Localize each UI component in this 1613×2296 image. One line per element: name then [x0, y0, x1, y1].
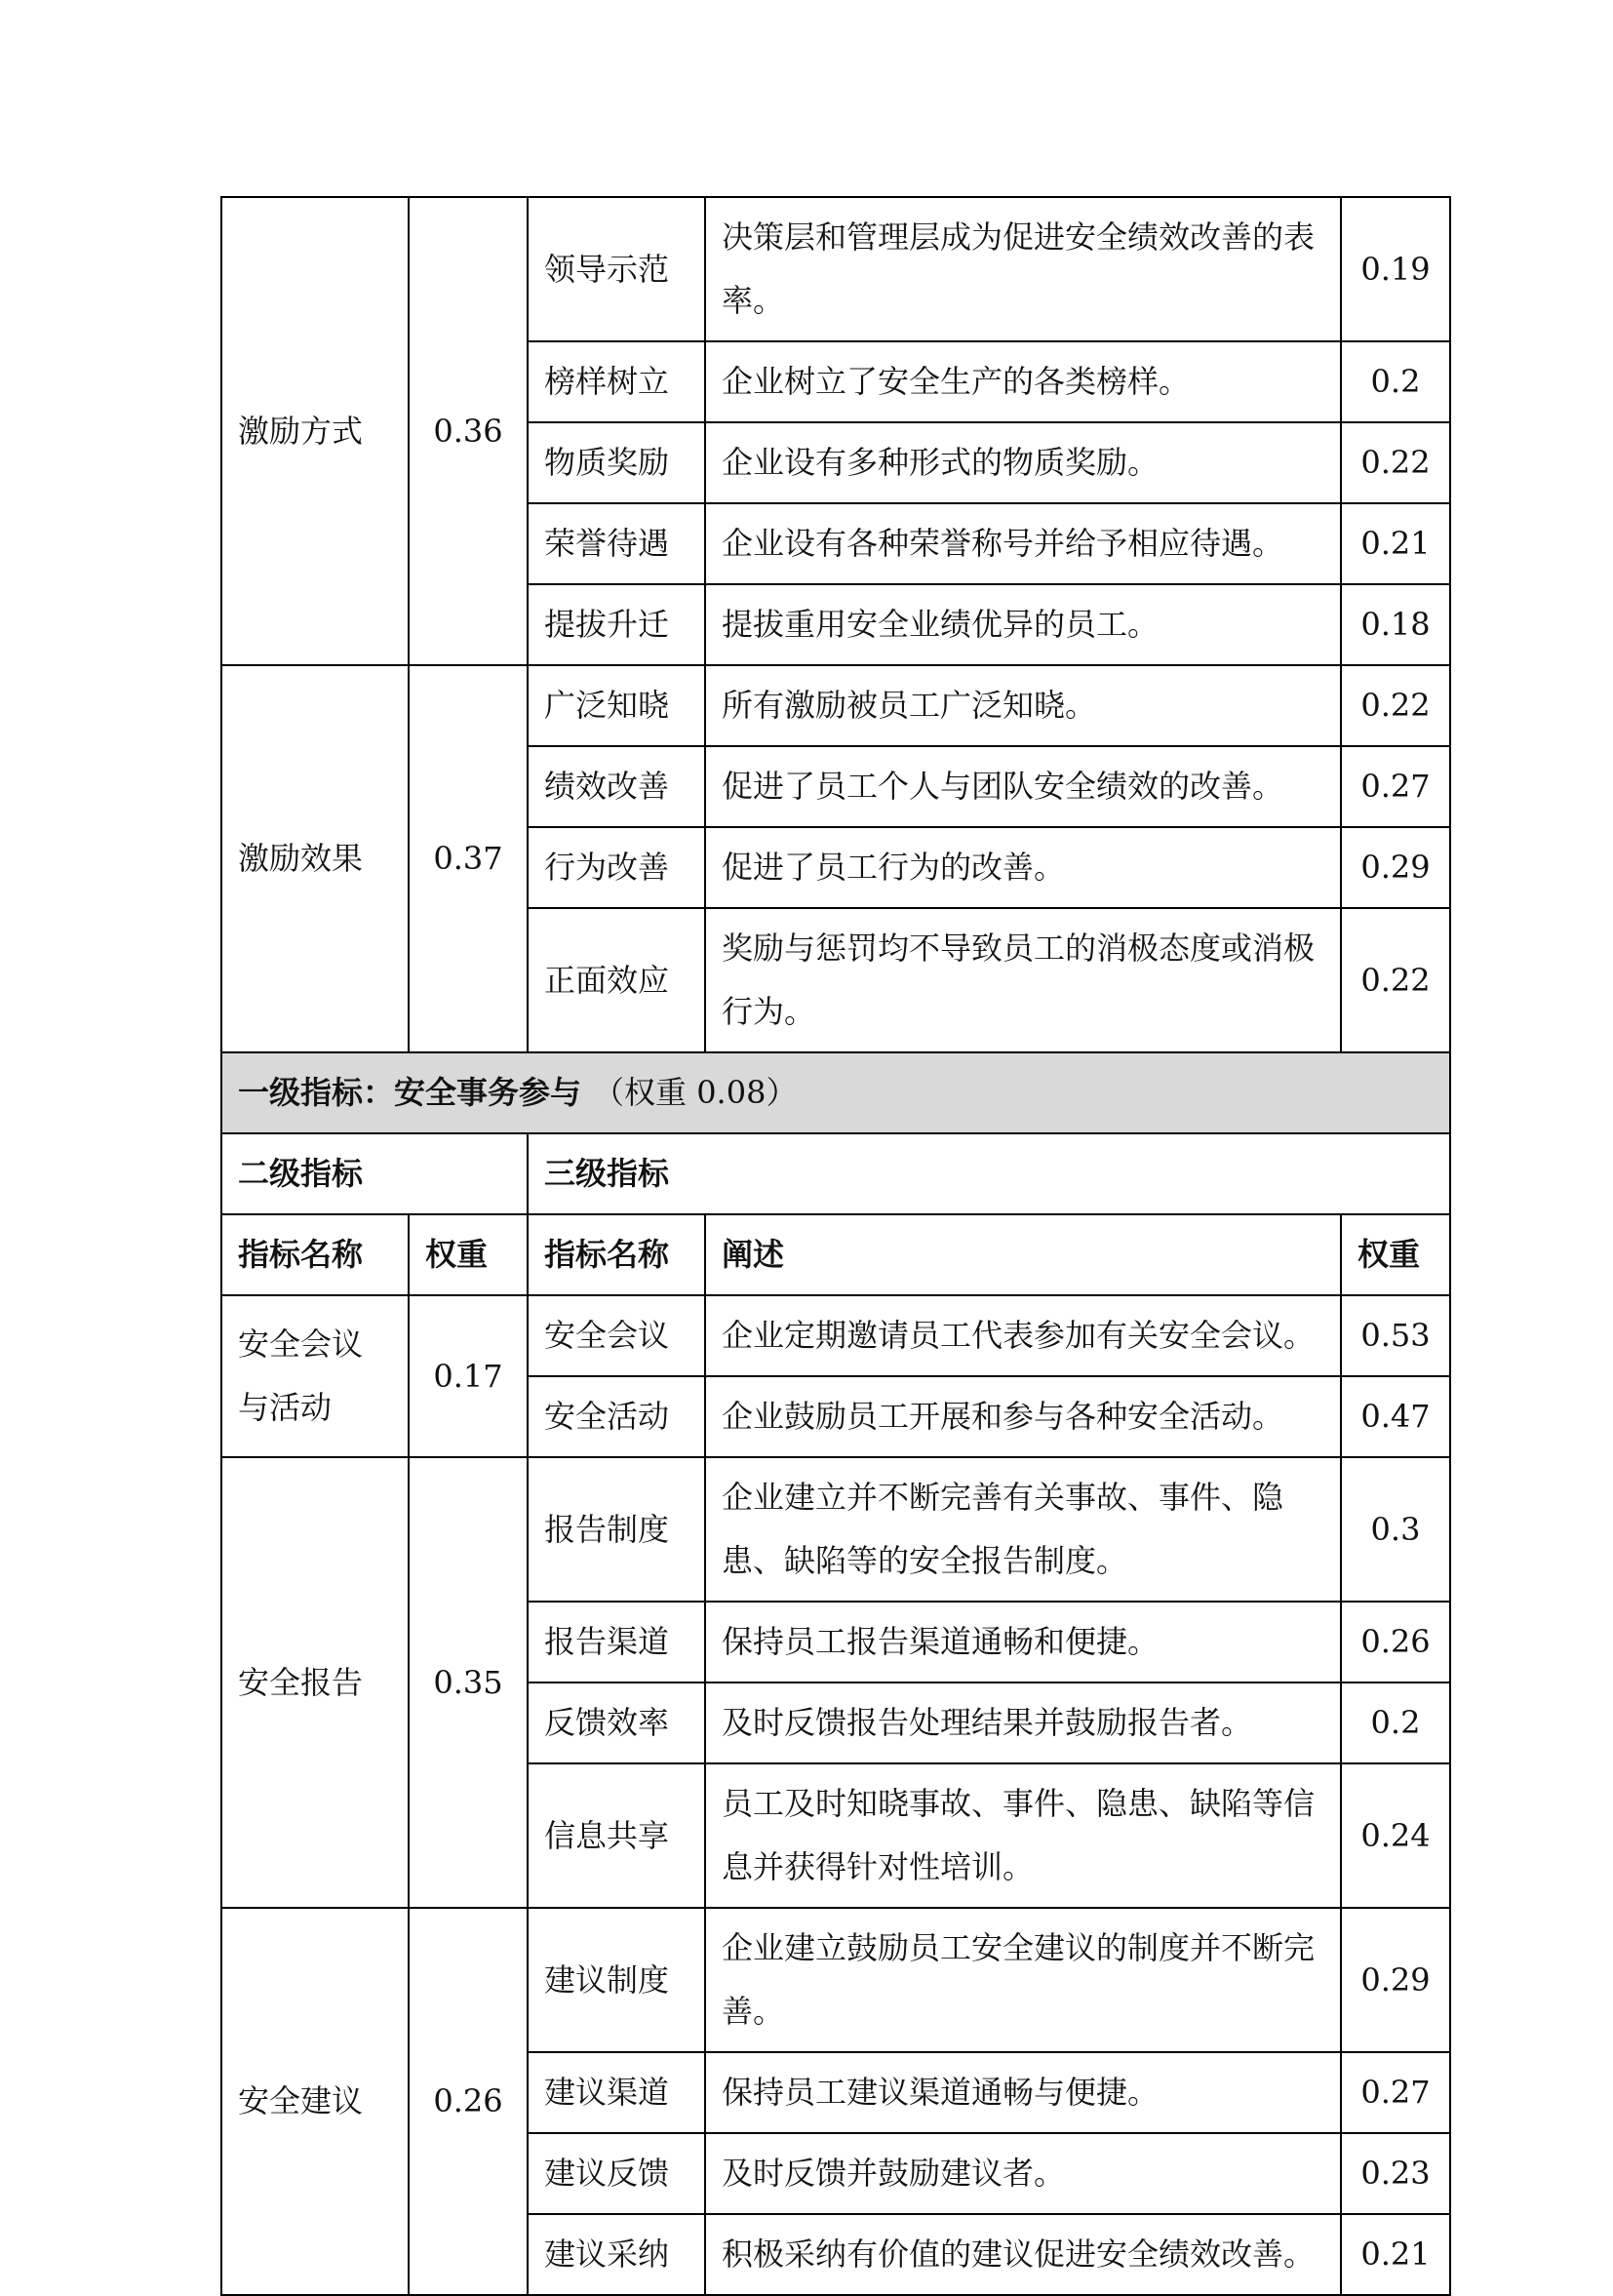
level3-weight-cell: 0.47 — [1341, 1376, 1450, 1457]
level3-desc-cell: 提拔重用安全业绩优异的员工。 — [705, 584, 1341, 665]
level3-desc-cell: 奖励与惩罚均不导致员工的消极态度或消极行为。 — [705, 908, 1341, 1052]
table-row — [221, 1457, 1450, 1602]
level3-name-cell: 安全会议 — [528, 1295, 705, 1376]
level3-name-cell: 建议渠道 — [528, 2052, 705, 2133]
level3-name-cell: 绩效改善 — [528, 746, 705, 827]
level3-name-cell: 报告渠道 — [528, 1602, 705, 1682]
level3-weight-cell: 0.21 — [1341, 2214, 1450, 2295]
level3-name-cell: 信息共享 — [528, 1763, 705, 1908]
level3-desc-cell: 积极采纳有价值的建议促进安全绩效改善。 — [705, 2214, 1341, 2295]
level3-name-cell: 安全活动 — [528, 1376, 705, 1457]
level3-name-cell: 反馈效率 — [528, 1682, 705, 1763]
document-page — [220, 196, 1449, 2296]
level2-name-cell: 安全建议 — [221, 1908, 409, 2295]
level3-weight-cell: 0.29 — [1341, 827, 1450, 908]
level3-desc-cell: 企业定期邀请员工代表参加有关安全会议。 — [705, 1295, 1341, 1376]
level3-desc-cell: 企业建立鼓励员工安全建议的制度并不断完善。 — [705, 1908, 1341, 2052]
level3-weight-cell: 0.19 — [1341, 197, 1450, 341]
level2-weight-cell: 0.35 — [409, 1457, 528, 1908]
column-header-weight3: 权重 — [1341, 1214, 1450, 1295]
level3-desc-cell: 企业鼓励员工开展和参与各种安全活动。 — [705, 1376, 1341, 1457]
level3-desc-cell: 及时反馈报告处理结果并鼓励报告者。 — [705, 1682, 1341, 1763]
level3-desc-cell: 员工及时知晓事故、事件、隐患、缺陷等信息并获得针对性培训。 — [705, 1763, 1341, 1908]
level3-desc-cell: 企业树立了安全生产的各类榜样。 — [705, 341, 1341, 422]
level3-desc-cell: 保持员工报告渠道通畅和便捷。 — [705, 1602, 1341, 1682]
level3-name-cell: 荣誉待遇 — [528, 503, 705, 584]
level2-weight-cell: 0.26 — [409, 1908, 528, 2295]
table-row — [221, 665, 1450, 746]
section-row — [221, 1052, 1450, 1133]
level3-weight-cell: 0.3 — [1341, 1457, 1450, 1602]
level3-desc-cell: 决策层和管理层成为促进安全绩效改善的表率。 — [705, 197, 1341, 341]
header-row — [221, 1133, 1450, 1214]
level3-desc-cell: 促进了员工个人与团队安全绩效的改善。 — [705, 746, 1341, 827]
level2-weight-cell: 0.36 — [409, 197, 528, 665]
level3-weight-cell: 0.26 — [1341, 1602, 1450, 1682]
level3-desc-cell: 促进了员工行为的改善。 — [705, 827, 1341, 908]
level3-name-cell: 报告制度 — [528, 1457, 705, 1602]
level2-weight-cell: 0.17 — [409, 1295, 528, 1457]
table-row — [221, 1295, 1450, 1376]
column-header-name: 指标名称 — [221, 1214, 409, 1295]
level3-header: 三级指标 — [528, 1133, 1450, 1214]
level3-weight-cell: 0.53 — [1341, 1295, 1450, 1376]
level2-weight-cell: 0.37 — [409, 665, 528, 1052]
level2-name-cell: 安全报告 — [221, 1457, 409, 1908]
level2-name-cell: 安全会议与活动 — [221, 1295, 409, 1457]
column-header-desc: 阐述 — [705, 1214, 1341, 1295]
level3-name-cell: 广泛知晓 — [528, 665, 705, 746]
level3-weight-cell: 0.23 — [1341, 2133, 1450, 2214]
level3-weight-cell: 0.18 — [1341, 584, 1450, 665]
level3-desc-cell: 及时反馈并鼓励建议者。 — [705, 2133, 1341, 2214]
section-label: 一级指标：安全事务参与 — [238, 1074, 582, 1111]
level3-weight-cell: 0.22 — [1341, 908, 1450, 1052]
level3-weight-cell: 0.27 — [1341, 2052, 1450, 2133]
level3-name-cell: 建议制度 — [528, 1908, 705, 2052]
level3-desc-cell: 企业建立并不断完善有关事故、事件、隐患、缺陷等的安全报告制度。 — [705, 1457, 1341, 1602]
table-row — [221, 1908, 1450, 2052]
level3-desc-cell: 保持员工建议渠道通畅与便捷。 — [705, 2052, 1341, 2133]
level3-weight-cell: 0.29 — [1341, 1908, 1450, 2052]
level3-weight-cell: 0.27 — [1341, 746, 1450, 827]
column-header-name3: 指标名称 — [528, 1214, 705, 1295]
level3-desc-cell: 企业设有多种形式的物质奖励。 — [705, 422, 1341, 503]
level2-name-cell: 激励方式 — [221, 197, 409, 665]
level3-name-cell: 建议反馈 — [528, 2133, 705, 2214]
level3-desc-cell: 所有激励被员工广泛知晓。 — [705, 665, 1341, 746]
level3-name-cell: 领导示范 — [528, 197, 705, 341]
section-weight-note: （权重 0.08） — [593, 1074, 798, 1111]
level3-desc-cell: 企业设有各种荣誉称号并给予相应待遇。 — [705, 503, 1341, 584]
level3-name-cell: 建议采纳 — [528, 2214, 705, 2295]
column-header-weight: 权重 — [409, 1214, 528, 1295]
level3-name-cell: 榜样树立 — [528, 341, 705, 422]
indicator-table — [220, 196, 1451, 2296]
level3-weight-cell: 0.2 — [1341, 341, 1450, 422]
table-row — [221, 197, 1450, 341]
level3-weight-cell: 0.22 — [1341, 665, 1450, 746]
level3-weight-cell: 0.21 — [1341, 503, 1450, 584]
level3-name-cell: 提拔升迁 — [528, 584, 705, 665]
section-heading — [221, 1052, 1450, 1133]
level3-weight-cell: 0.2 — [1341, 1682, 1450, 1763]
level3-name-cell: 行为改善 — [528, 827, 705, 908]
level2-name-cell: 激励效果 — [221, 665, 409, 1052]
level3-weight-cell: 0.22 — [1341, 422, 1450, 503]
level2-header: 二级指标 — [221, 1133, 528, 1214]
level3-name-cell: 正面效应 — [528, 908, 705, 1052]
level3-weight-cell: 0.24 — [1341, 1763, 1450, 1908]
level3-name-cell: 物质奖励 — [528, 422, 705, 503]
header-row — [221, 1214, 1450, 1295]
